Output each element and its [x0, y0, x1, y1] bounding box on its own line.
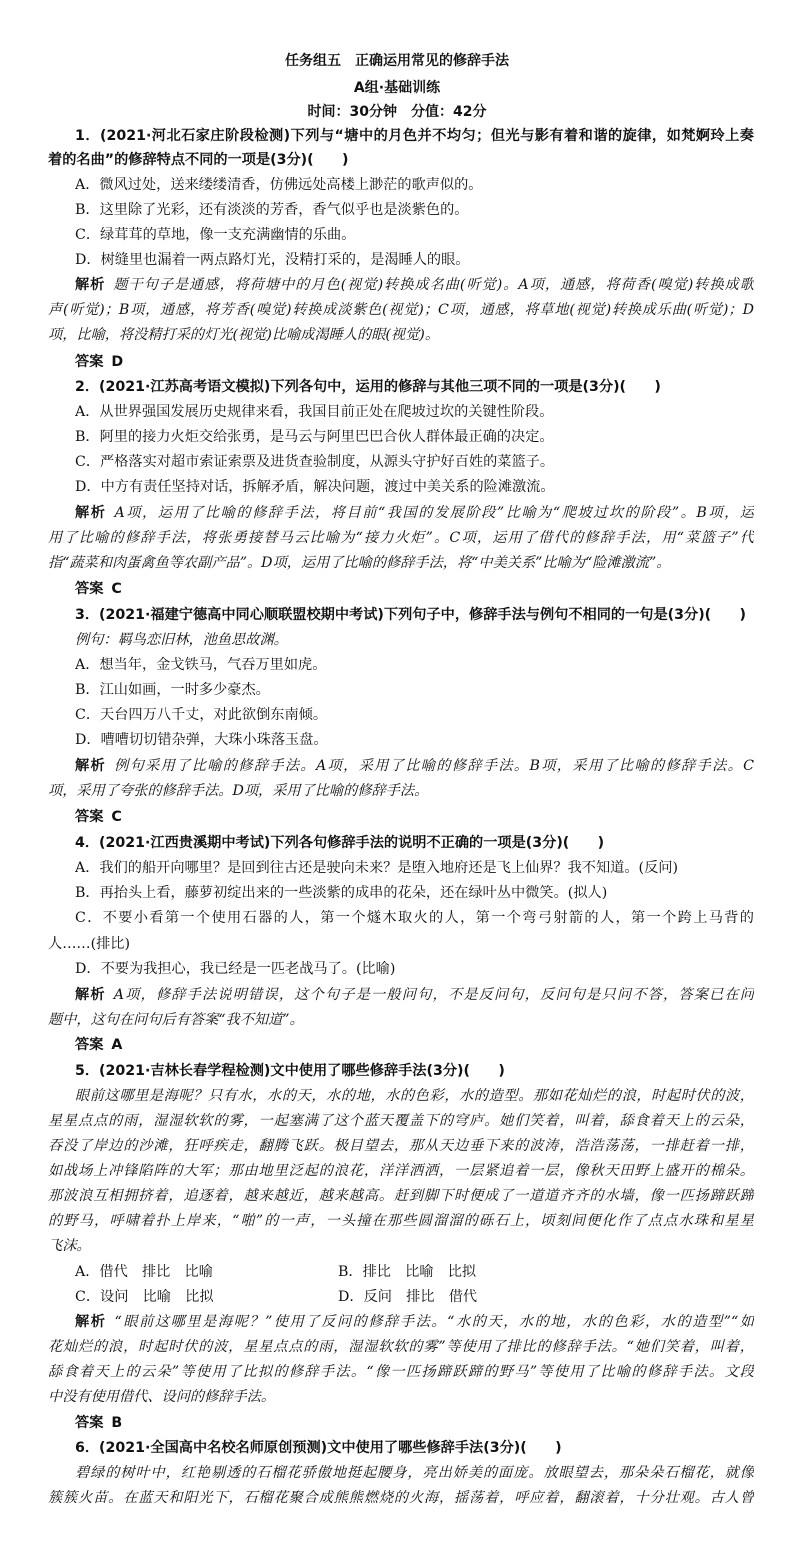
- q3-option-a: A．想当年，金戈铁马，气吞万里如虎。: [75, 657, 327, 673]
- q4-analysis-line1: 解析 A项，修辞手法说明错误，这个句子是一般问句，不是反问句，反问句是只问不答，答案已在问: [75, 987, 754, 1003]
- q1-stem-line1: 1．(2021·河北石家庄阶段检测)下列与“塘中的月色并不均匀；但光与影有着和谐的旋律，如梵婀玲上奏: [75, 128, 754, 144]
- q1-option-b: B．这里除了光彩，还有淡淡的芳香，香气似乎也是淡紫色的。: [75, 202, 469, 218]
- q3-answer: 答案 C: [75, 809, 122, 825]
- q4-analysis-line2: 题中，这句在问句后有答案“我不知道”。: [48, 1012, 304, 1028]
- q1-answer: 答案 D: [75, 354, 124, 370]
- q5-option-b: B．排比 比喻 比拟: [338, 1264, 477, 1280]
- page-title: 任务组五 正确运用常见的修辞手法: [285, 53, 509, 69]
- q1-option-c: C．绿茸茸的草地，像一支充满幽情的乐曲。: [75, 227, 356, 243]
- q4-option-b: B．再抬头上看，藤萝初绽出来的一些淡紫的成串的花朵，还在绿叶丛中微笑。(拟人): [75, 885, 608, 901]
- q5-passage-line3: 吞没了岸边的沙滩，狂呼疾走，翻腾飞跃。极目望去，那从天边垂下来的波涛，浩浩荡荡，一排赶着一排，: [48, 1138, 754, 1154]
- q5-option-d: D．反问 排比 借代: [338, 1289, 478, 1305]
- q2-analysis-line2: 用了比喻的修辞手法，将张勇接替马云比喻为“接力火炬”。C项，运用了借代的修辞手法，用“菜篮子”代: [48, 530, 754, 546]
- q3-example: 例句：羁鸟恋旧林，池鱼思故渊。: [75, 632, 288, 648]
- time-score-line: 时间：30分钟 分值：42分: [307, 104, 487, 120]
- q4-option-a: A．我们的船开向哪里？是回到往古还是驶向未来？是堕入地府还是飞上仙界？我不知道。(反问): [75, 860, 679, 876]
- q5-option-c: C．设问 比喻 比拟: [75, 1289, 214, 1305]
- q2-stem: 2．(2021·江苏高考语文模拟)下列各句中，运用的修辞与其他三项不同的一项是(3分)( ): [75, 379, 661, 395]
- q5-analysis-line2: 花灿烂的浪，时起时伏的波，星星点点的雨，湿湿软软的雾”等使用了排比的修辞手法。“她们笑着，叫着，: [48, 1339, 754, 1355]
- q5-answer: 答案 B: [75, 1415, 123, 1431]
- q3-option-d: D．嘈嘈切切错杂弹，大珠小珠落玉盘。: [75, 732, 328, 748]
- q5-passage-line5: 那波浪互相拥挤着，追逐着，越来越近，越来越高。赶到脚下时便成了一道道齐齐的水墙，像一匹扬蹄跃蹄: [48, 1188, 754, 1204]
- q5-passage-line6: 的野马，呼啸着扑上岸来，“啪”的一声，一头撞在那些圆溜溜的砾石上，顷刻间便化作了点点水珠和星星: [48, 1213, 754, 1229]
- q5-passage-line4: 如战场上冲锋陷阵的大军；那由地里泛起的浪花，洋洋洒洒，一层紧追着一层，像秋天田野上盛开的棉朵。: [48, 1163, 754, 1179]
- q3-analysis-line1: 解析 例句采用了比喻的修辞手法。A项，采用了比喻的修辞手法。B项，采用了比喻的修辞手法。C: [75, 758, 754, 774]
- q1-analysis-line2: 声(听觉)；B项，通感，将芳香(嗅觉)转换成淡紫色(视觉)；C项，通感，将草地(视觉)转换成乐曲(听觉)；D: [48, 302, 754, 318]
- q5-analysis-line1: 解析 “眼前这哪里是海呢？”使用了反问的修辞手法。“水的天，水的地，水的色彩，水的造型”“如: [75, 1314, 754, 1330]
- q5-passage-line2: 星星点点的雨，湿湿软软的雾，一起塞满了这个蓝天覆盖下的穹庐。她们笑着，叫着，舔食着天上的云朵，: [48, 1113, 754, 1129]
- q4-option-c-line1: C．不要小看第一个使用石器的人，第一个燧木取火的人，第一个弯弓射箭的人，第一个跨上马背的: [75, 910, 754, 926]
- q3-option-b: B．江山如画，一时多少豪杰。: [75, 682, 270, 698]
- q2-analysis-line3: 指“蔬菜和肉蛋禽鱼等农副产品”。D项，运用了比喻的修辞手法，将“中美关系”比喻为“险滩激流”。: [48, 555, 671, 571]
- q2-option-b: B．阿里的接力火炬交给张勇，是马云与阿里巴巴合伙人群体最正确的决定。: [75, 429, 554, 445]
- q2-option-d: D．中方有责任坚持对话，拆解矛盾，解决问题，渡过中美关系的险滩激流。: [75, 479, 555, 495]
- q1-analysis-line3: 项，比喻，将没精打采的灯光(视觉)比喻成渴睡人的眼(视觉)。: [48, 327, 440, 343]
- q1-option-a: A．微风过处，送来缕缕清香，仿佛远处高楼上渺茫的歌声似的。: [75, 177, 483, 193]
- q5-passage-line7: 飞沫。: [48, 1238, 91, 1254]
- q4-option-c-line2: 人……(排比): [48, 936, 131, 952]
- q4-option-d: D．不要为我担心，我已经是一匹老战马了。(比喻): [75, 961, 396, 977]
- q1-analysis-line1: 解析 题干句子是通感，将荷塘中的月色(视觉)转换成名曲(听觉)。A项，通感，将荷香(嗅觉)转换成歌: [75, 277, 754, 293]
- q3-option-c: C．天台四万八千丈，对此欲倒东南倾。: [75, 707, 328, 723]
- q5-analysis-line3: 舔食着天上的云朵”等使用了比拟的修辞手法。“像一匹扬蹄跃蹄的野马”等使用了比喻的修辞手法。文段: [48, 1364, 754, 1380]
- q3-stem: 3．(2021·福建宁德高中同心顺联盟校期中考试)下列句子中，修辞手法与例句不相同的一句是(3分)( ): [75, 607, 747, 623]
- q2-analysis-line1: 解析 A项，运用了比喻的修辞手法，将目前“我国的发展阶段”比喻为“爬坡过坎的阶段”。B项，运: [75, 505, 754, 521]
- q2-option-a: A．从世界强国发展历史规律来看，我国目前正处在爬坡过坎的关键性阶段。: [75, 404, 554, 420]
- analysis-label: 解析: [75, 277, 106, 293]
- q5-passage-line1: 眼前这哪里是海呢？只有水，水的天，水的地，水的色彩，水的造型。那如花灿烂的浪，时起时伏的波，: [75, 1088, 754, 1104]
- q2-option-c: C．严格落实对超市索证索票及进货查验制度，从源头守护好百姓的菜篮子。: [75, 454, 555, 470]
- q3-analysis-line2: 项，采用了夸张的修辞手法。D项，采用了比喻的修辞手法。: [48, 783, 429, 799]
- q1-stem-line2: 着的名曲”的修辞特点不同的一项是(3分)( ): [48, 152, 349, 168]
- q6-passage-line1: 碧绿的树叶中，红艳剔透的石榴花骄傲地挺起腰身，亮出娇美的面庞。放眼望去，那朵朵石榴花，就像: [75, 1465, 754, 1481]
- q4-stem: 4．(2021·江西贵溪期中考试)下列各句修辞手法的说明不正确的一项是(3分)( ): [75, 835, 605, 851]
- q5-option-a: A．借代 排比 比喻: [75, 1264, 213, 1280]
- q5-analysis-line4: 中没有使用借代、设问的修辞手法。: [48, 1389, 276, 1405]
- q4-answer: 答案 A: [75, 1037, 123, 1053]
- group-label: A组·基础训练: [353, 80, 441, 96]
- q1-option-d: D．树缝里也漏着一两点路灯光，没精打采的，是渴睡人的眼。: [75, 252, 470, 268]
- q6-passage-line2: 簇簇火苗。在蓝天和阳光下，石榴花聚合成熊熊燃烧的火海，摇荡着，呼应着，翻滚着，十分壮观。古人曾: [48, 1490, 754, 1506]
- q5-stem: 5．(2021·吉林长春学程检测)文中使用了哪些修辞手法(3分)( ): [75, 1063, 505, 1079]
- answer-label: 答案: [75, 354, 104, 370]
- q2-answer: 答案 C: [75, 581, 122, 597]
- q6-stem: 6．(2021·全国高中名校名师原创预测)文中使用了哪些修辞手法(3分)( ): [75, 1440, 562, 1456]
